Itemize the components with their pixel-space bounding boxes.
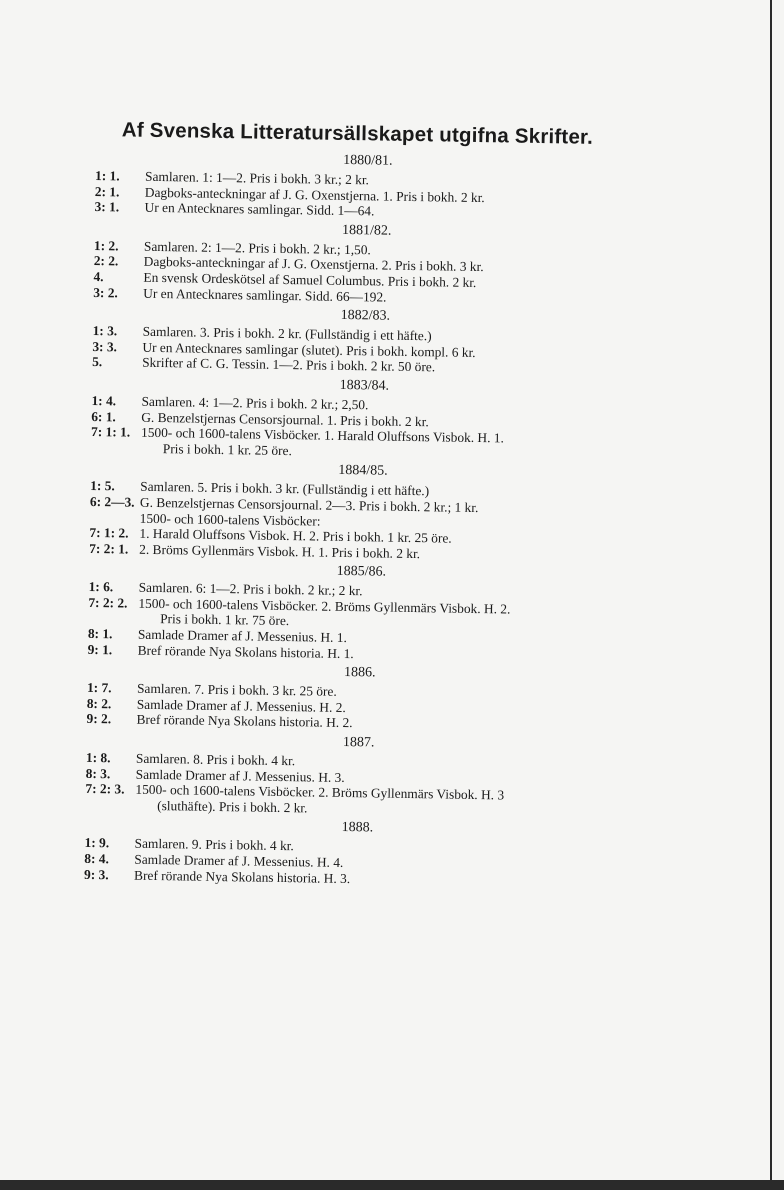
year-heading: 1882/83.: [340, 308, 391, 324]
entry-number: 5.: [92, 354, 103, 370]
entry-continuation: Pris i bokh. 1 kr. 25 öre.: [162, 440, 292, 458]
entry-text: 2. Bröms Gyllenmärs Visbok. H. 1. Pris i bokh. 2 kr.: [139, 541, 421, 561]
entry-text: G. Benzelstjernas Censorsjournal. 1. Pris i bokh. 2 kr.: [141, 409, 429, 429]
entry-text: Ur en Antecknares samlingar. Sidd. 1—64.: [144, 199, 375, 219]
entry-number: 3: 1.: [94, 199, 120, 215]
entry-number: 1: 9.: [84, 835, 110, 851]
entry-number: 7: 2: 3.: [85, 781, 125, 797]
entry-number: 3: 3.: [92, 338, 118, 355]
entry-number: 1: 1.: [94, 167, 120, 184]
entry-text: Samlade Dramer af J. Messenius. H. 4.: [134, 851, 344, 870]
entry-text: 1. Harald Oluffsons Visbok. H. 2. Pris i bokh. 1 kr. 25 öre.: [139, 525, 452, 546]
year-heading: 1884/85.: [338, 463, 388, 479]
entry-text: Ur en Antecknares samlingar. Sidd. 66—192.: [143, 285, 387, 305]
entry-number: 1: 2.: [93, 237, 119, 254]
entry-number: 7: 2: 1.: [89, 540, 129, 557]
year-heading: 1881/82.: [341, 222, 392, 239]
year-heading: 1888.: [341, 820, 374, 836]
entry-text: 1500- och 1600-talens Visböcker. 2. Bröms Gyllenmärs Visbok. H. 3: [135, 781, 505, 803]
year-heading: 1887.: [342, 734, 375, 751]
entry-number: 1: 8.: [85, 749, 111, 766]
entry-text: Bref rörande Nya Skolans historia. H. 1.: [137, 642, 354, 661]
year-heading: 1886.: [343, 665, 376, 681]
entry-text: Samlade Dramer af J. Messenius. H. 3.: [135, 766, 345, 785]
entry-text: Samlade Dramer af J. Messenius. H. 2.: [136, 696, 346, 715]
entry-number: 6: 2—3.: [89, 493, 135, 510]
entry-continuation: Pris i bokh. 1 kr. 75 öre.: [160, 611, 290, 629]
year-heading: 1885/86.: [336, 564, 387, 580]
entry-number: 1: 7.: [86, 680, 112, 696]
entry-text: Samlaren. 5. Pris i bokh. 3 kr. (Fullständig i ett häfte.): [140, 479, 430, 499]
year-section: [88, 560, 634, 666]
entry-number: 1: 6.: [88, 579, 114, 595]
entry-continuation: 1500- och 1600-talens Visböcker:: [139, 510, 321, 529]
entry-text: 1500- och 1600-talens Visböcker. 2. Bröms Gyllenmärs Visbok. H. 2.: [138, 595, 511, 617]
entry-text: Ur en Antecknares samlingar (slutet). Pris i bokh. kompl. 6 kr.: [142, 339, 476, 360]
page-edge: [770, 0, 772, 1190]
publication-list: [84, 118, 641, 891]
page-edge-bottom: [0, 1180, 784, 1190]
entry-number: 2: 2.: [93, 253, 119, 269]
entry-text: Samlaren. 6: 1—2. Pris i bokh. 2 kr.; 2 kr.: [138, 580, 363, 599]
entry-text: Samlaren. 2: 1—2. Pris i bokh. 2 kr.; 1,50.: [143, 238, 371, 258]
year-section: [92, 304, 638, 378]
entry-number: 9: 3.: [84, 866, 109, 882]
entry-number: 4.: [93, 268, 104, 285]
entry-text: G. Benzelstjernas Censorsjournal. 2—3. Pris i bokh. 2 kr.; 1 kr.: [139, 494, 479, 515]
entry-text: Samlade Dramer af J. Messenius. H. 1.: [137, 626, 347, 646]
entry-number: 7: 1: 2.: [89, 525, 129, 541]
entry-text: Samlaren. 9. Pris i bokh. 4 kr.: [134, 836, 294, 854]
entry-number: 8: 2.: [86, 695, 112, 712]
entry-text: Dagboks-anteckningar af J. G. Oxenstjerna. 1. Pris i bokh. 2 kr.: [144, 184, 485, 205]
entry-number: 1: 5.: [90, 478, 115, 494]
entry-text: Samlaren. 7. Pris i bokh. 3 kr. 25 öre.: [136, 680, 337, 700]
entry-text: Dagboks-anteckningar af J. G. Oxenstjerna. 2. Pris i bokh. 3 kr.: [143, 254, 484, 275]
entry-number: 8: 3.: [85, 765, 111, 781]
year-section: [94, 149, 640, 223]
year-section: [85, 731, 631, 821]
entry-number: 9: 2.: [86, 711, 112, 727]
entry-text: Bref rörande Nya Skolans historia. H. 3.: [133, 867, 351, 886]
entry-number: 6: 1.: [91, 408, 116, 424]
entry-number: 2: 1.: [94, 183, 120, 199]
year-heading: 1883/84.: [339, 377, 390, 394]
entry-text: En svensk Ordeskötsel af Samuel Columbus. Pris i bokh. 2 kr.: [143, 269, 477, 290]
entry-text: Samlaren. 4: 1—2. Pris i bokh. 2 kr.; 2,50.: [141, 393, 369, 413]
entry-text: Samlaren. 8. Pris i bokh. 4 kr.: [135, 750, 296, 769]
year-heading: 1880/81.: [343, 152, 393, 169]
entry-text: Samlaren. 3. Pris i bokh. 2 kr. (Fullständig i ett häfte.): [142, 323, 432, 344]
year-section: [93, 219, 639, 309]
entry-continuation: (sluthäfte). Pris i bokh. 2 kr.: [157, 797, 308, 816]
entry-number: 1: 3.: [92, 323, 118, 339]
entry-number: 8: 4.: [84, 850, 110, 867]
entry-number: 7: 2: 2.: [88, 594, 128, 611]
year-section: [86, 661, 632, 735]
year-section: [89, 459, 635, 565]
entry-number: 9: 1.: [87, 641, 113, 657]
year-section: [84, 816, 630, 890]
entry-number: 1: 4.: [91, 392, 117, 409]
entry-text: Bref rörande Nya Skolans historia. H. 2.: [136, 712, 353, 731]
entry-number: 8: 1.: [87, 625, 113, 642]
entry-number: 7: 1: 1.: [90, 424, 131, 440]
entry-text: 1500- och 1600-talens Visböcker. 1. Harald Oluffsons Visbok. H. 1.: [140, 424, 505, 446]
sections-container: [84, 149, 640, 891]
entry-text: Skrifter af C. G. Tessin. 1—2. Pris i bokh. 2 kr. 50 öre.: [142, 355, 436, 375]
year-section: [91, 374, 637, 464]
page-title: Af Svenska Litteratursällskapet utgifna Skrifter.: [121, 118, 594, 149]
entry-number: 3: 2.: [93, 284, 118, 300]
entry-text: Samlaren. 1: 1—2. Pris i bokh. 3 kr.; 2 kr.: [144, 168, 370, 188]
